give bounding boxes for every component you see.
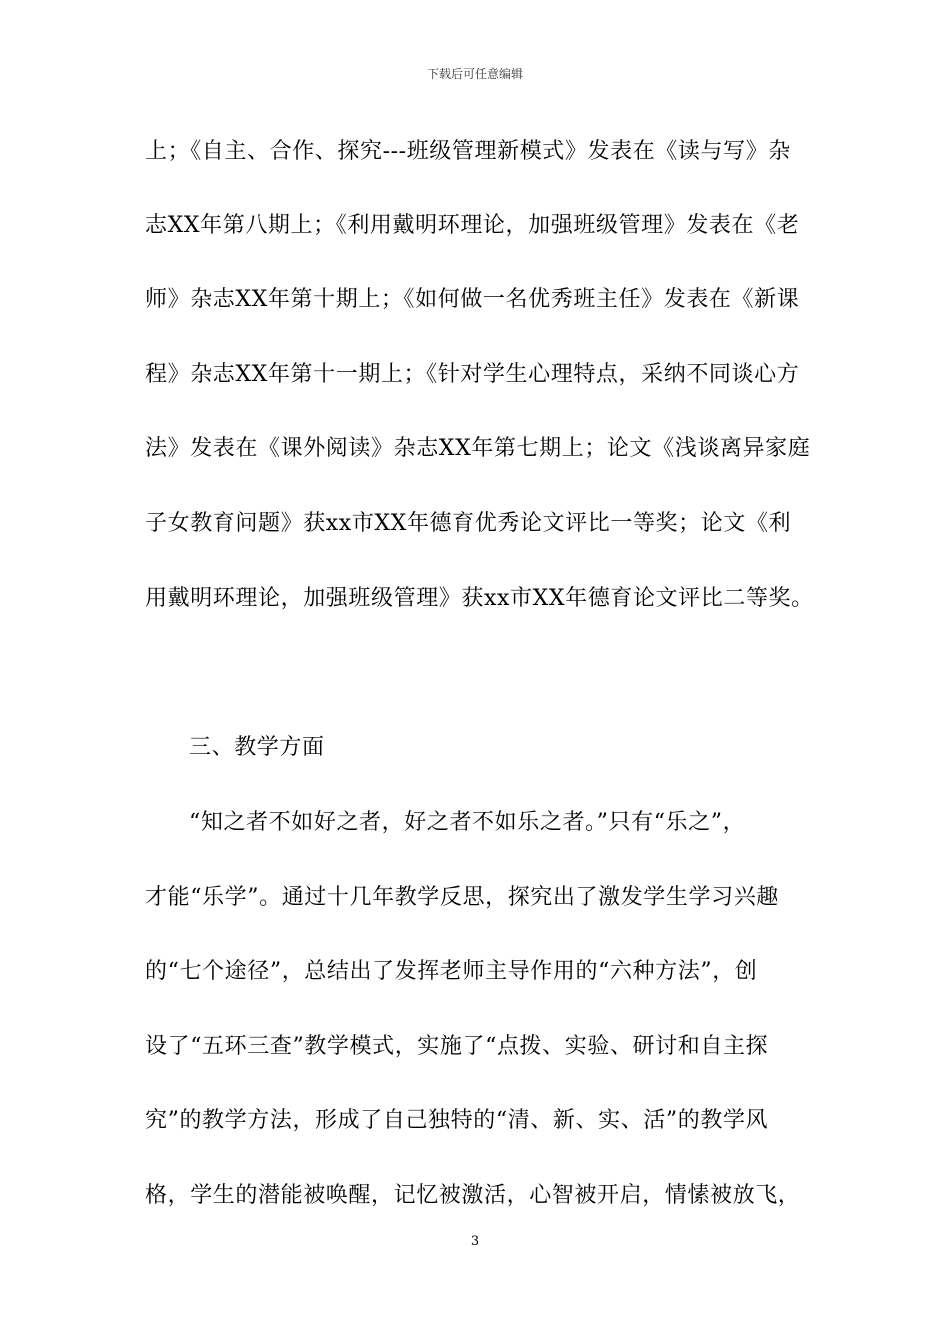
paragraph-line: 上；《自主、合作、探究---班级管理新模式》发表在《读与写》杂 <box>145 139 791 164</box>
paragraph-line: 才能“乐学”。通过十几年教学反思，探究出了激发学生学习兴趣 <box>145 885 779 910</box>
paragraph-line: 师》杂志XX年第十期上；《如何做一名优秀班主任》发表在《新课 <box>145 287 800 312</box>
paragraph-line: 法》发表在《课外阅读》杂志XX年第七期上；论文《浅谈离异家庭 <box>145 436 811 461</box>
paragraph-line: 程》杂志XX年第十一期上；《针对学生心理特点，采纳不同谈心方 <box>145 362 800 387</box>
paragraph-line: 设了“五环三查”教学模式，实施了“点拨、实验、研讨和自主探 <box>145 1034 769 1059</box>
paragraph-line: 志XX年第八期上；《利用戴明环理论，加强班级管理》发表在《老 <box>145 213 800 238</box>
paragraph-line: “知之者不如好之者，好之者不如乐之者。”只有“乐之”， <box>189 810 746 835</box>
page-header-note: 下载后可任意编辑 <box>426 67 523 81</box>
paragraph-line: 子女教育问题》获xx市XX年德育优秀论文评比一等奖；论文《利 <box>145 511 792 536</box>
paragraph-line: 的“七个途径”，总结出了发挥老师主导作用的“六种方法”，创 <box>145 959 758 984</box>
paragraph-line: 用戴明环理论，加强班级管理》获xx市XX年德育论文评比二等奖。 <box>145 586 814 611</box>
paragraph-line: 究”的教学方法，形成了自己独特的“清、新、实、活”的教学风 <box>145 1108 769 1133</box>
paragraph-line: 格，学生的潜能被唤醒，记忆被激活，心智被开启，情愫被放飞， <box>145 1183 801 1208</box>
section-heading: 三、教学方面 <box>189 735 325 760</box>
page-number: 3 <box>470 1234 480 1249</box>
